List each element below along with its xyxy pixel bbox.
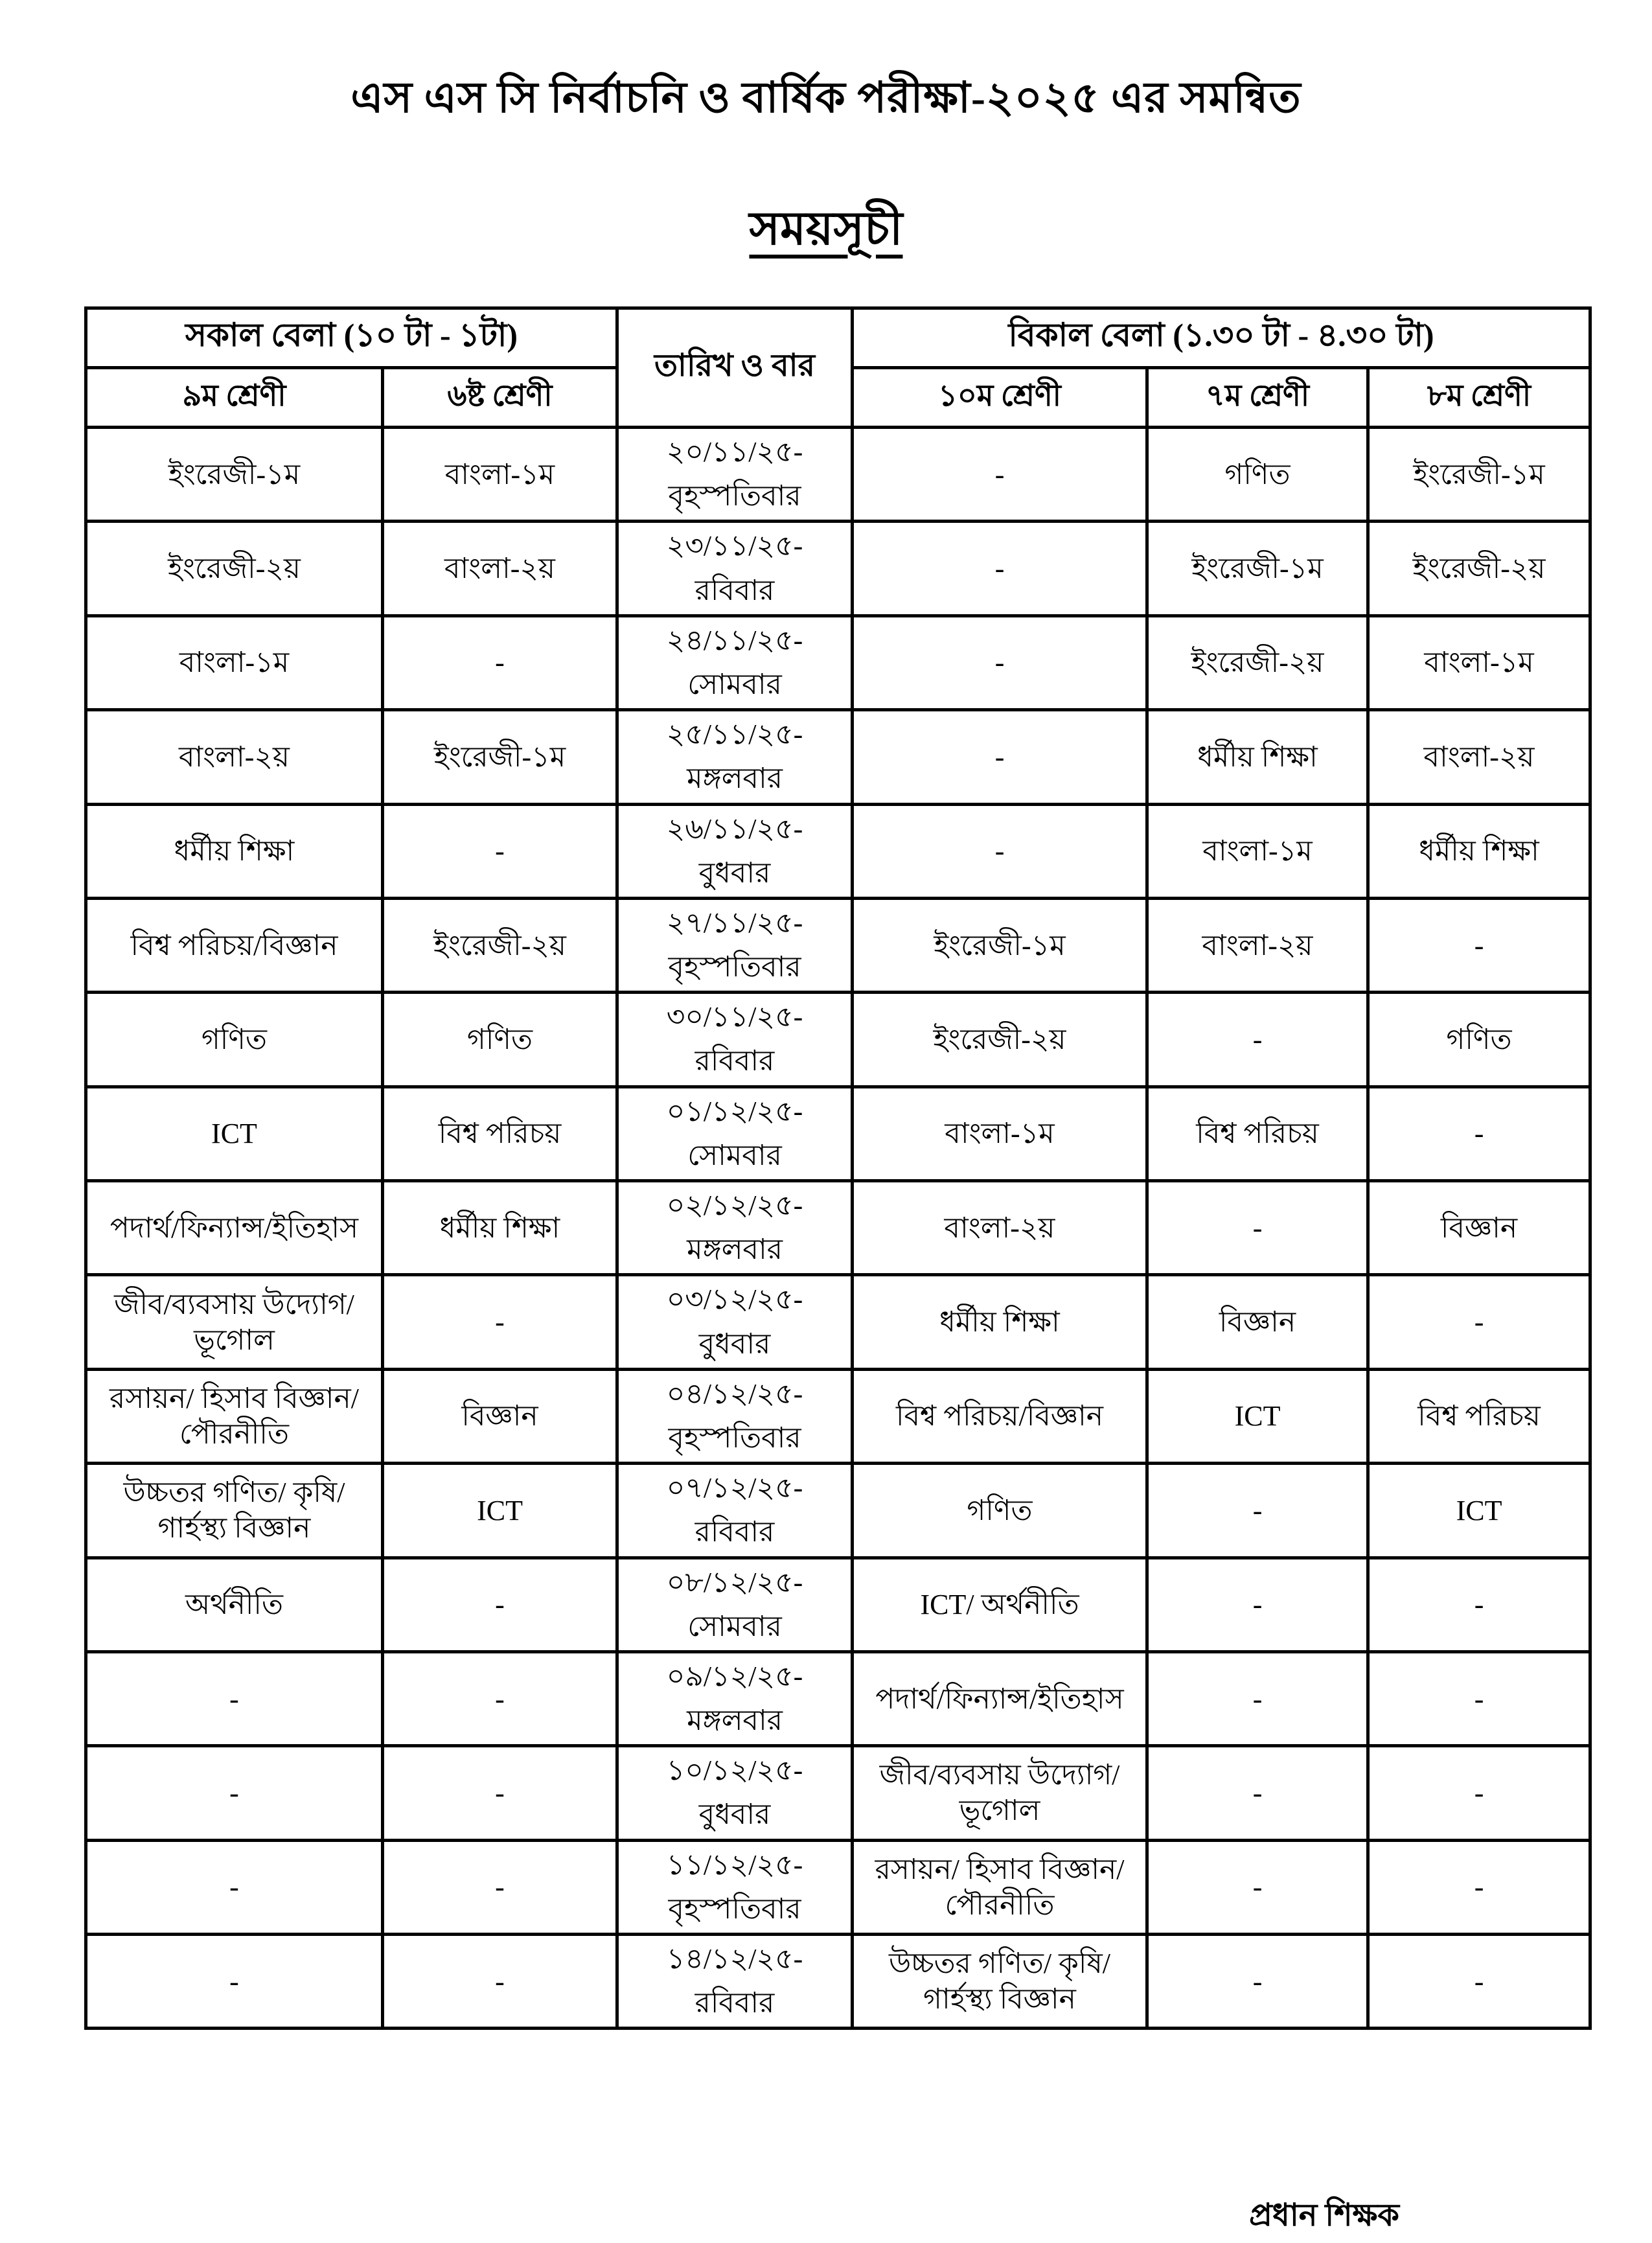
cell-class7: বাংলা-১ম bbox=[1147, 804, 1368, 898]
cell-class8: - bbox=[1368, 1275, 1590, 1369]
cell-class6: - bbox=[383, 1275, 617, 1369]
class7-header: ৭ম শ্রেণী bbox=[1147, 368, 1368, 428]
day-line: মঙ্গলবার bbox=[687, 1705, 783, 1737]
cell-class9: উচ্চতর গণিত/ কৃষি/ গার্হস্থ্য বিজ্ঞান bbox=[86, 1464, 383, 1558]
cell-date-day bbox=[617, 1181, 853, 1275]
cell-class7: - bbox=[1147, 1840, 1368, 1934]
cell-class7: ধর্মীয় শিক্ষা bbox=[1147, 710, 1368, 804]
schedule-row bbox=[86, 1558, 1590, 1651]
schedule-row bbox=[86, 1087, 1590, 1180]
cell-class9: ইংরেজী-১ম bbox=[86, 428, 383, 522]
cell-class9: - bbox=[86, 1935, 383, 2029]
cell-class8: ইংরেজী-১ম bbox=[1368, 428, 1590, 522]
cell-class8: - bbox=[1368, 1651, 1590, 1745]
schedule-row bbox=[86, 1935, 1590, 2029]
class9-header: ৯ম শ্রেণী bbox=[86, 368, 383, 428]
cell-class9: অর্থনীতি bbox=[86, 1558, 383, 1651]
cell-class7: বাংলা-২য় bbox=[1147, 898, 1368, 992]
schedule-row bbox=[86, 1181, 1590, 1275]
date-line: ২০/১১/২৫- bbox=[666, 436, 803, 468]
cell-date-day bbox=[617, 1746, 853, 1840]
cell-class10: - bbox=[853, 428, 1147, 522]
session-header-row bbox=[86, 308, 1590, 368]
date-line: ০৭/১২/২৫- bbox=[666, 1472, 803, 1504]
cell-date-day bbox=[617, 615, 853, 709]
cell-class9: - bbox=[86, 1746, 383, 1840]
cell-class8: - bbox=[1368, 1935, 1590, 2029]
day-line: বৃহস্পতিবার bbox=[668, 1421, 801, 1454]
day-line: রবিবার bbox=[694, 574, 775, 606]
day-line: বৃহস্পতিবার bbox=[668, 1892, 801, 1925]
cell-class9: ICT bbox=[86, 1087, 383, 1180]
day-line: বুধবার bbox=[698, 1799, 771, 1831]
cell-class8: ধর্মীয় শিক্ষা bbox=[1368, 804, 1590, 898]
cell-class7: - bbox=[1147, 993, 1368, 1087]
cell-class9: জীব/ব্যবসায় উদ্যোগ/ভূগোল bbox=[86, 1275, 383, 1369]
date-line: ২৩/১১/২৫- bbox=[666, 530, 803, 562]
cell-class6: বিশ্ব পরিচয় bbox=[383, 1087, 617, 1180]
cell-class8: - bbox=[1368, 1840, 1590, 1934]
cell-class7: - bbox=[1147, 1746, 1368, 1840]
exam-schedule-table bbox=[84, 306, 1592, 2030]
cell-class9: পদার্থ/ফিন্যান্স/ইতিহাস bbox=[86, 1181, 383, 1275]
cell-date-day bbox=[617, 1087, 853, 1180]
cell-date-day bbox=[617, 1935, 853, 2029]
cell-class8: - bbox=[1368, 1746, 1590, 1840]
cell-class9: ধর্মীয় শিক্ষা bbox=[86, 804, 383, 898]
day-line: সোমবার bbox=[687, 668, 782, 700]
cell-class10: ICT/ অর্থনীতি bbox=[853, 1558, 1147, 1651]
cell-class10: বাংলা-২য় bbox=[853, 1181, 1147, 1275]
date-line: ১০/১২/২৫- bbox=[666, 1754, 803, 1787]
date-line: ২৬/১১/২৫- bbox=[666, 812, 803, 845]
cell-date-day bbox=[617, 898, 853, 992]
schedule-row bbox=[86, 1464, 1590, 1558]
date-line: ১৪/১২/২৫- bbox=[666, 1943, 803, 1975]
cell-date-day bbox=[617, 1275, 853, 1369]
schedule-row bbox=[86, 898, 1590, 992]
cell-class6: ইংরেজী-২য় bbox=[383, 898, 617, 992]
cell-class8: ICT bbox=[1368, 1464, 1590, 1558]
cell-class7: বিশ্ব পরিচয় bbox=[1147, 1087, 1368, 1180]
cell-class7: - bbox=[1147, 1935, 1368, 2029]
cell-class8: - bbox=[1368, 1558, 1590, 1651]
day-line: বৃহস্পতিবার bbox=[668, 951, 801, 983]
cell-class6: - bbox=[383, 1935, 617, 2029]
cell-date-day bbox=[617, 1464, 853, 1558]
day-line: বৃহস্পতিবার bbox=[668, 480, 801, 512]
cell-class7: - bbox=[1147, 1464, 1368, 1558]
day-line: মঙ্গলবার bbox=[687, 1234, 783, 1266]
schedule-row bbox=[86, 710, 1590, 804]
schedule-row bbox=[86, 615, 1590, 709]
class10-header: ১০ম শ্রেণী bbox=[853, 368, 1147, 428]
cell-class10: - bbox=[853, 522, 1147, 615]
cell-class10: রসায়ন/ হিসাব বিজ্ঞান/ পৌরনীতি bbox=[853, 1840, 1147, 1934]
schedule-row bbox=[86, 522, 1590, 615]
cell-class6: ইংরেজী-১ম bbox=[383, 710, 617, 804]
page-title: এস এস সি নির্বাচনি ও বার্ষিক পরীক্ষা-২০২৫ এর সমন্বিত bbox=[350, 75, 1302, 122]
cell-class6: ধর্মীয় শিক্ষা bbox=[383, 1181, 617, 1275]
cell-date-day bbox=[617, 1558, 853, 1651]
class6-header: ৬ষ্ট শ্রেণী bbox=[383, 368, 617, 428]
cell-class8: বিশ্ব পরিচয় bbox=[1368, 1369, 1590, 1463]
cell-class6: - bbox=[383, 1558, 617, 1651]
cell-class7: - bbox=[1147, 1558, 1368, 1651]
date-line: ০৮/১২/২৫- bbox=[666, 1566, 803, 1598]
cell-date-day bbox=[617, 1840, 853, 1934]
day-line: রবিবার bbox=[694, 1516, 775, 1548]
cell-class10: পদার্থ/ফিন্যান্স/ইতিহাস bbox=[853, 1651, 1147, 1745]
day-line: সোমবার bbox=[687, 1139, 782, 1171]
cell-class10: গণিত bbox=[853, 1464, 1147, 1558]
cell-date-day bbox=[617, 428, 853, 522]
date-line: ০২/১২/২৫- bbox=[666, 1190, 803, 1221]
cell-class8: - bbox=[1368, 898, 1590, 992]
schedule-row bbox=[86, 1275, 1590, 1369]
cell-class10: - bbox=[853, 804, 1147, 898]
class8-header: ৮ম শ্রেণী bbox=[1368, 368, 1590, 428]
cell-class7: গণিত bbox=[1147, 428, 1368, 522]
date-line: ২৪/১১/২৫- bbox=[666, 624, 803, 656]
cell-class10: বাংলা-১ম bbox=[853, 1087, 1147, 1180]
cell-class6: বিজ্ঞান bbox=[383, 1369, 617, 1463]
cell-class9: বাংলা-২য় bbox=[86, 710, 383, 804]
cell-date-day bbox=[617, 993, 853, 1087]
schedule-row bbox=[86, 428, 1590, 522]
cell-class10: ইংরেজী-১ম bbox=[853, 898, 1147, 992]
cell-class9: বাংলা-১ম bbox=[86, 615, 383, 709]
page-subtitle: সময়সূচী bbox=[749, 203, 903, 255]
date-day-header: তারিখ ও বার bbox=[617, 308, 853, 428]
cell-class6: - bbox=[383, 1651, 617, 1745]
date-line: ০১/১২/২৫- bbox=[666, 1095, 803, 1127]
cell-class10: জীব/ব্যবসায় উদ্যোগ/ভূগোল bbox=[853, 1746, 1147, 1840]
cell-class6: - bbox=[383, 615, 617, 709]
date-line: ০৪/১২/২৫- bbox=[666, 1377, 803, 1410]
cell-class8: গণিত bbox=[1368, 993, 1590, 1087]
cell-class7: ICT bbox=[1147, 1369, 1368, 1463]
schedule-row bbox=[86, 1840, 1590, 1934]
cell-class6: বাংলা-১ম bbox=[383, 428, 617, 522]
cell-class6: - bbox=[383, 1746, 617, 1840]
cell-class7: - bbox=[1147, 1181, 1368, 1275]
head-teacher-signature: প্রধান শিক্ষক bbox=[1249, 2198, 1399, 2233]
cell-class9: - bbox=[86, 1651, 383, 1745]
date-line: ০৯/১২/২৫- bbox=[666, 1660, 803, 1692]
cell-class7: ইংরেজী-২য় bbox=[1147, 615, 1368, 709]
cell-class10: ধর্মীয় শিক্ষা bbox=[853, 1275, 1147, 1369]
cell-date-day bbox=[617, 1651, 853, 1745]
day-line: সোমবার bbox=[687, 1610, 782, 1642]
cell-class7: বিজ্ঞান bbox=[1147, 1275, 1368, 1369]
cell-date-day bbox=[617, 522, 853, 615]
afternoon-session-header: বিকাল বেলা (১.৩০ টা - ৪.৩০ টা) bbox=[853, 308, 1590, 368]
cell-class9: - bbox=[86, 1840, 383, 1934]
schedule-row bbox=[86, 1651, 1590, 1745]
date-line: ০৩/১২/২৫- bbox=[666, 1283, 803, 1316]
schedule-row bbox=[86, 804, 1590, 898]
day-line: মঙ্গলবার bbox=[687, 763, 783, 795]
cell-class10: উচ্চতর গণিত/ কৃষি/ গার্হস্থ্য বিজ্ঞান bbox=[853, 1935, 1147, 2029]
cell-date-day bbox=[617, 710, 853, 804]
date-line: ২৫/১১/২৫- bbox=[666, 719, 803, 751]
cell-class10: - bbox=[853, 710, 1147, 804]
cell-class10: - bbox=[853, 615, 1147, 709]
cell-class6: ICT bbox=[383, 1464, 617, 1558]
day-line: রবিবার bbox=[694, 1045, 775, 1077]
cell-class8: বিজ্ঞান bbox=[1368, 1181, 1590, 1275]
schedule-row bbox=[86, 993, 1590, 1087]
cell-class8: - bbox=[1368, 1087, 1590, 1180]
cell-class9: রসায়ন/ হিসাব বিজ্ঞান/ পৌরনীতি bbox=[86, 1369, 383, 1463]
cell-class10: ইংরেজী-২য় bbox=[853, 993, 1147, 1087]
cell-date-day bbox=[617, 1369, 853, 1463]
cell-class7: ইংরেজী-১ম bbox=[1147, 522, 1368, 615]
cell-class9: গণিত bbox=[86, 993, 383, 1087]
morning-session-header: সকাল বেলা (১০ টা - ১টা) bbox=[86, 308, 617, 368]
cell-class10: বিশ্ব পরিচয়/বিজ্ঞান bbox=[853, 1369, 1147, 1463]
cell-class8: বাংলা-১ম bbox=[1368, 615, 1590, 709]
cell-class7: - bbox=[1147, 1651, 1368, 1745]
cell-class6: গণিত bbox=[383, 993, 617, 1087]
schedule-row bbox=[86, 1746, 1590, 1840]
cell-class9: ইংরেজী-২য় bbox=[86, 522, 383, 615]
cell-class6: - bbox=[383, 804, 617, 898]
cell-class6: বাংলা-২য় bbox=[383, 522, 617, 615]
cell-class6: - bbox=[383, 1840, 617, 1934]
date-line: ১১/১২/২৫- bbox=[666, 1848, 803, 1881]
date-line: ৩০/১১/২৫- bbox=[666, 1001, 803, 1033]
date-line: ২৭/১১/২৫- bbox=[666, 906, 803, 939]
day-line: বুধবার bbox=[698, 857, 771, 889]
day-line: বুধবার bbox=[698, 1328, 771, 1360]
cell-date-day bbox=[617, 804, 853, 898]
day-line: রবিবার bbox=[694, 1987, 775, 2019]
cell-class8: বাংলা-২য় bbox=[1368, 710, 1590, 804]
schedule-row bbox=[86, 1369, 1590, 1463]
cell-class8: ইংরেজী-২য় bbox=[1368, 522, 1590, 615]
cell-class9: বিশ্ব পরিচয়/বিজ্ঞান bbox=[86, 898, 383, 992]
